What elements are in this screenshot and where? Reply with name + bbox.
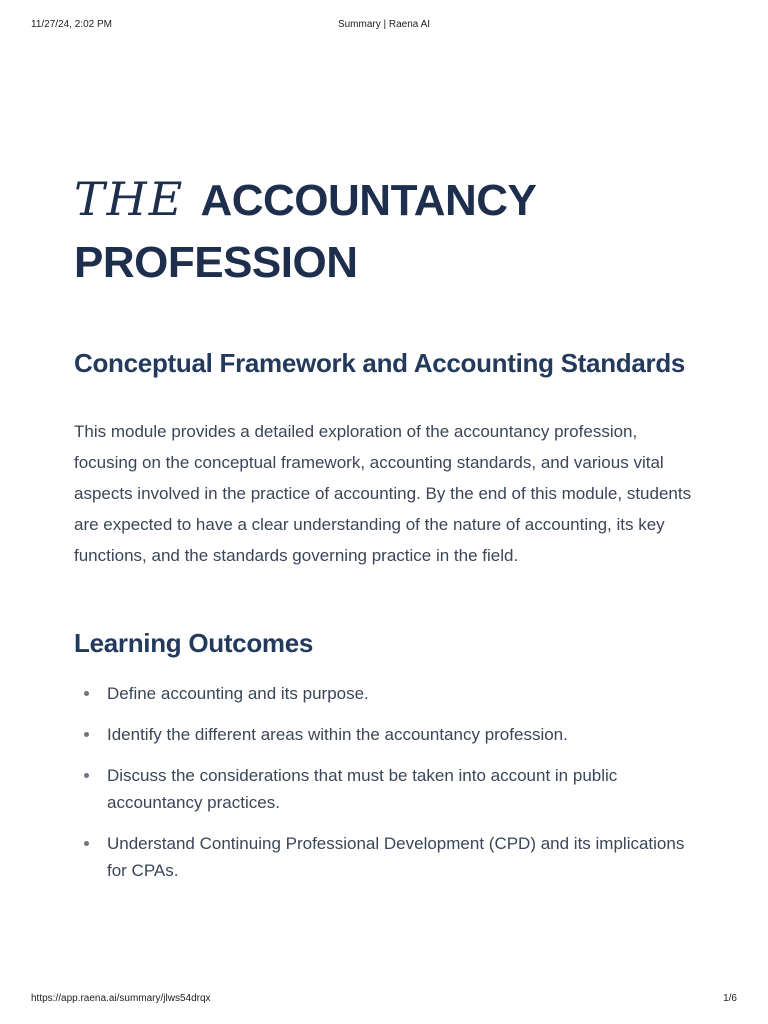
document-title-main: ACCOUNTANCY PROFESSION xyxy=(74,176,536,287)
print-datetime: 11/27/24, 2:02 PM xyxy=(31,19,112,30)
list-item-text: Understand Continuing Professional Development (CPD) and its implications for CPAs. xyxy=(107,834,685,880)
bullet-dot-icon xyxy=(84,691,89,696)
list-item-text: Discuss the considerations that must be taken into account in public accountancy practices. xyxy=(107,766,618,812)
section-title: Conceptual Framework and Accounting Standards xyxy=(74,348,686,378)
print-page-title: Summary | Raena AI xyxy=(337,19,431,30)
print-header xyxy=(31,19,737,33)
bullet-dot-icon xyxy=(84,732,89,737)
list-item xyxy=(74,721,687,748)
document-content xyxy=(74,168,704,898)
list-item xyxy=(74,680,687,707)
learning-outcomes-list xyxy=(74,680,704,884)
learning-outcomes-heading: Learning Outcomes xyxy=(74,628,314,658)
list-item-text: Define accounting and its purpose. xyxy=(107,684,369,703)
list-item xyxy=(74,762,687,816)
print-footer xyxy=(31,993,737,1007)
list-item xyxy=(74,830,687,884)
list-item-text: Identify the different areas within the accountancy profession. xyxy=(107,725,568,744)
intro-paragraph: This module provides a detailed exploration of the accountancy profession, focusing on the conceptual framework, accounting standards, and various vital aspects involved in the practice of accounting. By the end of this module, students are expected to have a clear understanding of the nature of accounting, its key functions, and the standards governing practice in the field. xyxy=(74,422,692,565)
document-title-prefix: THE xyxy=(74,172,185,226)
bullet-dot-icon xyxy=(84,841,89,846)
print-url: https://app.raena.ai/summary/jlws54drqx xyxy=(31,993,211,1004)
print-page-number: 1/6 xyxy=(723,993,737,1004)
document-title xyxy=(74,168,704,294)
bullet-dot-icon xyxy=(84,773,89,778)
